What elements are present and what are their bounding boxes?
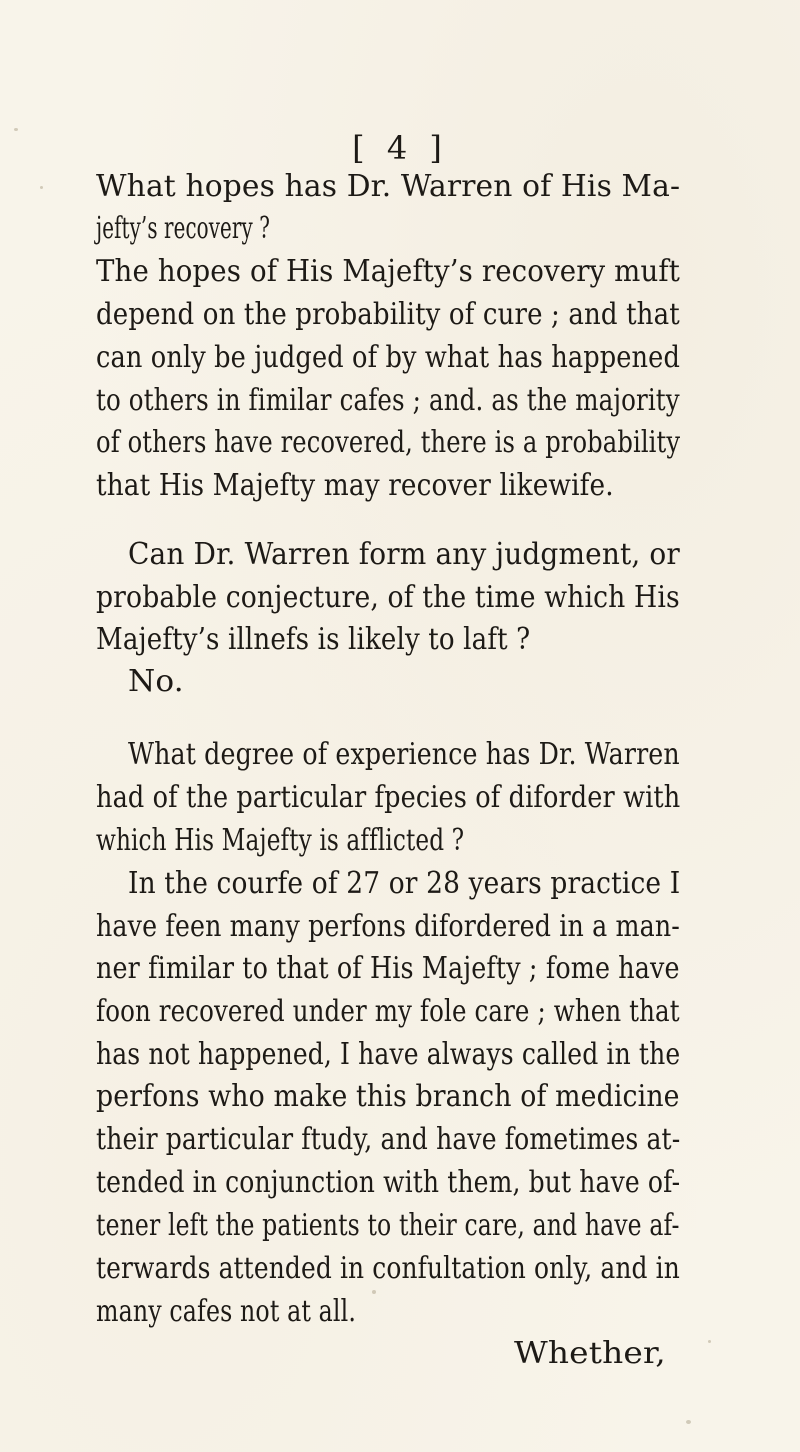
text-line: many cafes not at all. [96, 1294, 356, 1329]
paper-speck [708, 1340, 711, 1343]
paper-speck [40, 186, 43, 189]
text-line: that His Majefty may recover likewife. [96, 468, 614, 503]
text-line: depend on the probability of cure ; and that [96, 297, 680, 332]
text-line: terwards attended in confultation only, and in [96, 1251, 680, 1286]
paper-speck [14, 128, 18, 131]
paper-speck [686, 1420, 691, 1424]
text-line: of others have recovered, there is a probability [96, 425, 681, 460]
text-line: have feen many perfons difordered in a man- [96, 909, 680, 944]
text-line: their particular ftudy, and have fometimes at- [96, 1122, 681, 1157]
text-line: tener left the patients to their care, and have af- [96, 1208, 680, 1243]
text-line: Can Dr. Warren form any judgment, or [128, 537, 680, 572]
text-line: tended in conjunction with them, but have of- [96, 1165, 681, 1200]
text-line: to others in fimilar cafes ; and. as the majority [96, 383, 680, 418]
text-line: had of the particular fpecies of diforder with [96, 780, 681, 815]
text-line: which His Majefty is afflicted ? [96, 823, 465, 858]
page-number-header: [ 4 ] [352, 129, 448, 167]
text-line: What degree of experience has Dr. Warren [128, 737, 680, 772]
text-line: foon recovered under my fole care ; when that [96, 994, 680, 1029]
text-line: can only be judged of by what has happened [96, 340, 680, 375]
text-line: jefty’s recovery ? [96, 211, 270, 246]
text-line: In the courfe of 27 or 28 years practice I [128, 866, 681, 901]
text-line: has not happened, I have always called in the [96, 1037, 681, 1072]
text-line: Majefty’s illnefs is likely to laft ? [96, 622, 531, 657]
text-line: perfons who make this branch of medicine [96, 1079, 680, 1114]
paper-speck [372, 1290, 376, 1294]
text-line: The hopes of His Majefty’s recovery muft [96, 254, 680, 289]
text-line: What hopes has Dr. Warren of His Ma- [96, 169, 681, 204]
text-line: probable conjecture, of the time which His [96, 580, 680, 615]
catchword: Whether, [514, 1336, 666, 1371]
text-line: No. [128, 664, 184, 699]
text-line: ner fimilar to that of His Majefty ; fome have [96, 951, 680, 986]
